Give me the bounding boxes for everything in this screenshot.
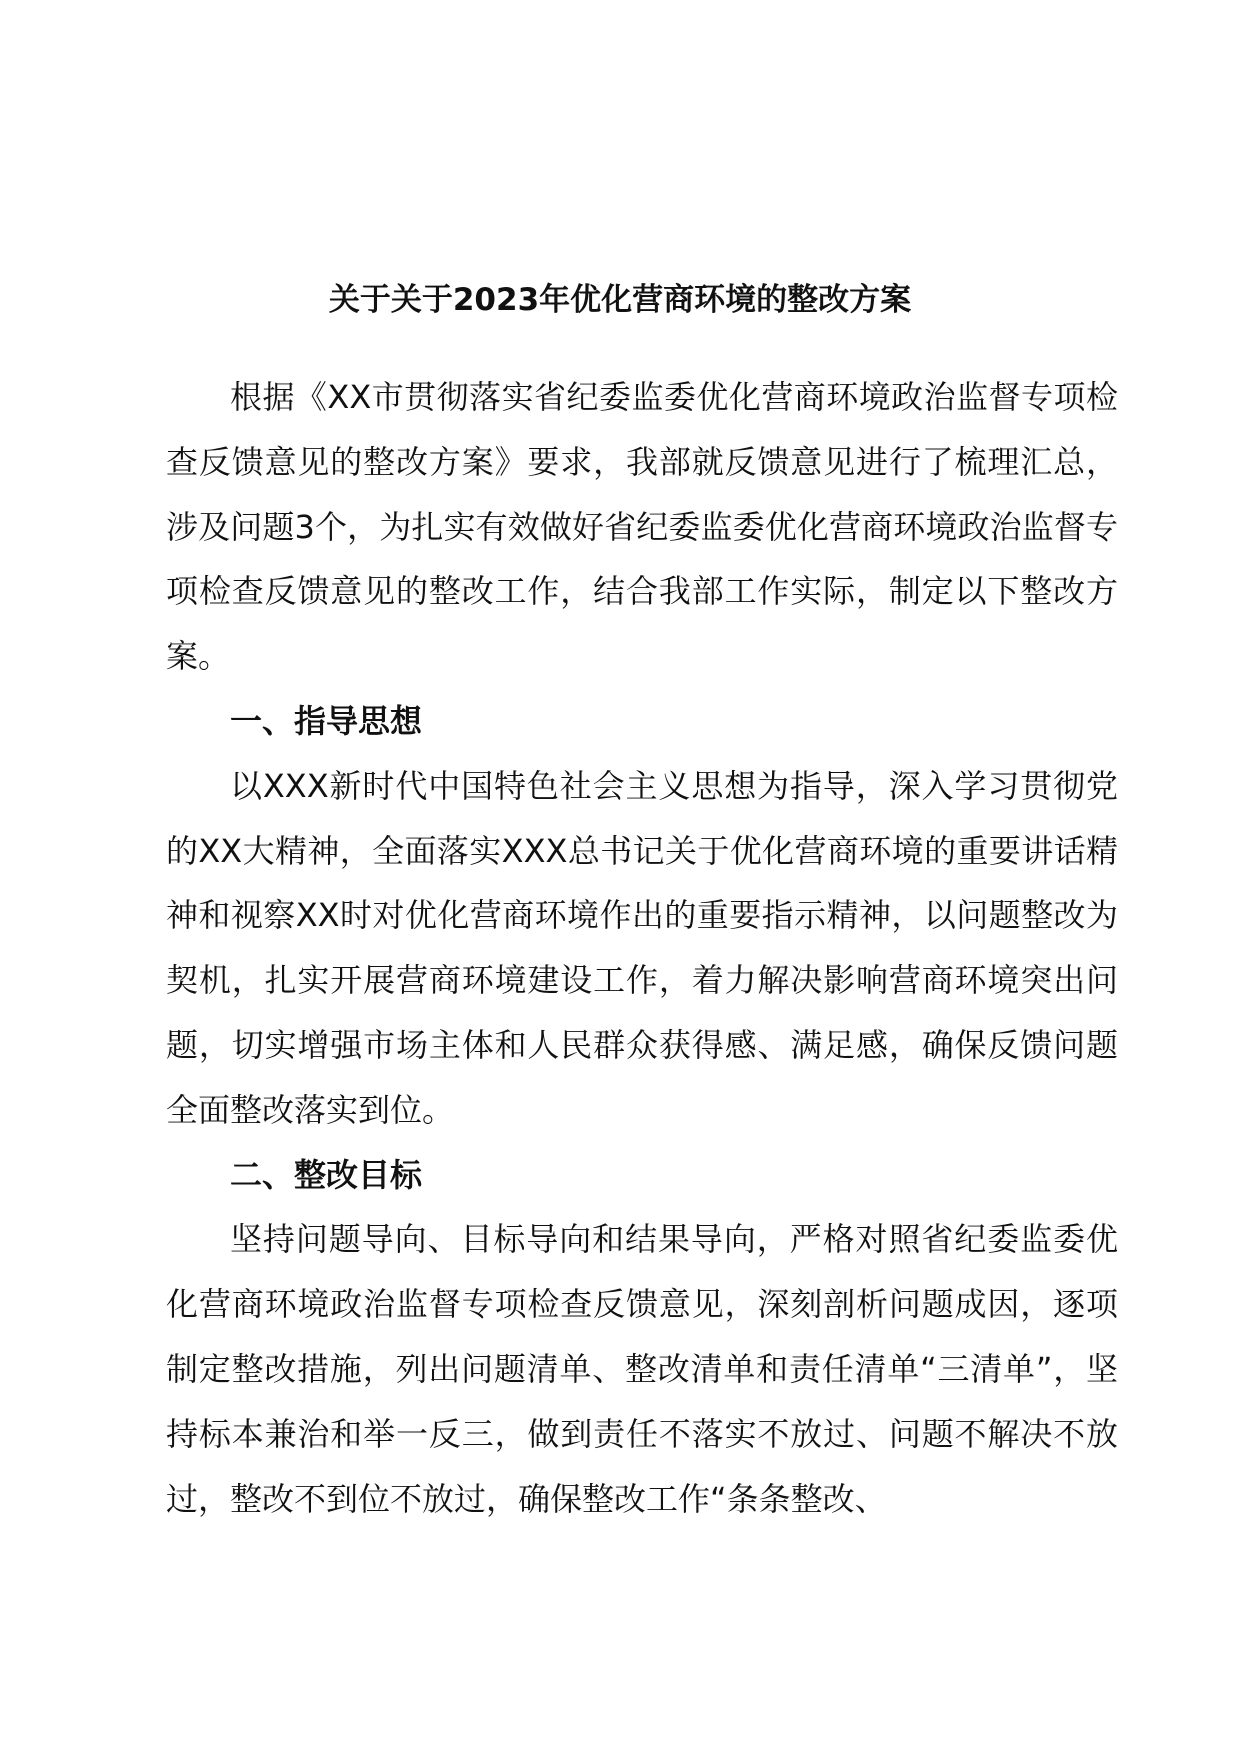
intro-paragraph: 根据《XX市贯彻落实省纪委监委优化营商环境政治监督专项检查反馈意见的整改方案》要求，我部就反馈意见进行了梳理汇总，涉及问题3个，为扎实有效做好省纪委监委优化营商环境政治监督专项检查反馈意见的整改工作，结合我部工作实际，制定以下整改方案。	[166, 378, 1118, 676]
section-heading-guiding-thought: 一、指导思想	[230, 701, 423, 740]
document-body	[166, 365, 1118, 1531]
guiding-thought-paragraph: 以XXX新时代中国特色社会主义思想为指导，深入学习贯彻党的XX大精神，全面落实XXX总书记关于优化营商环境的重要讲话精神和视察XX时对优化营商环境作出的重要指示精神，以问题整改为契机，扎实开展营商环境建设工作，着力解决影响营商环境突出问题，切实增强市场主体和人民群众获得感、满足感，确保反馈问题全面整改落实到位。	[166, 766, 1118, 1129]
document-title: 关于关于2023年优化营商环境的整改方案	[328, 282, 912, 318]
section-heading-rectification-goals: 二、整改目标	[230, 1155, 423, 1194]
rectification-goals-paragraph: 坚持问题导向、目标导向和结果导向，严格对照省纪委监委优化营商环境政治监督专项检查反馈意见，深刻剖析问题成因，逐项制定整改措施，列出问题清单、整改清单和责任清单“三清单”，坚持标本兼治和举一反三，做到责任不落实不放过、问题不解决不放过，整改不到位不放过，确保整改工作“条条整改、	[166, 1220, 1118, 1518]
